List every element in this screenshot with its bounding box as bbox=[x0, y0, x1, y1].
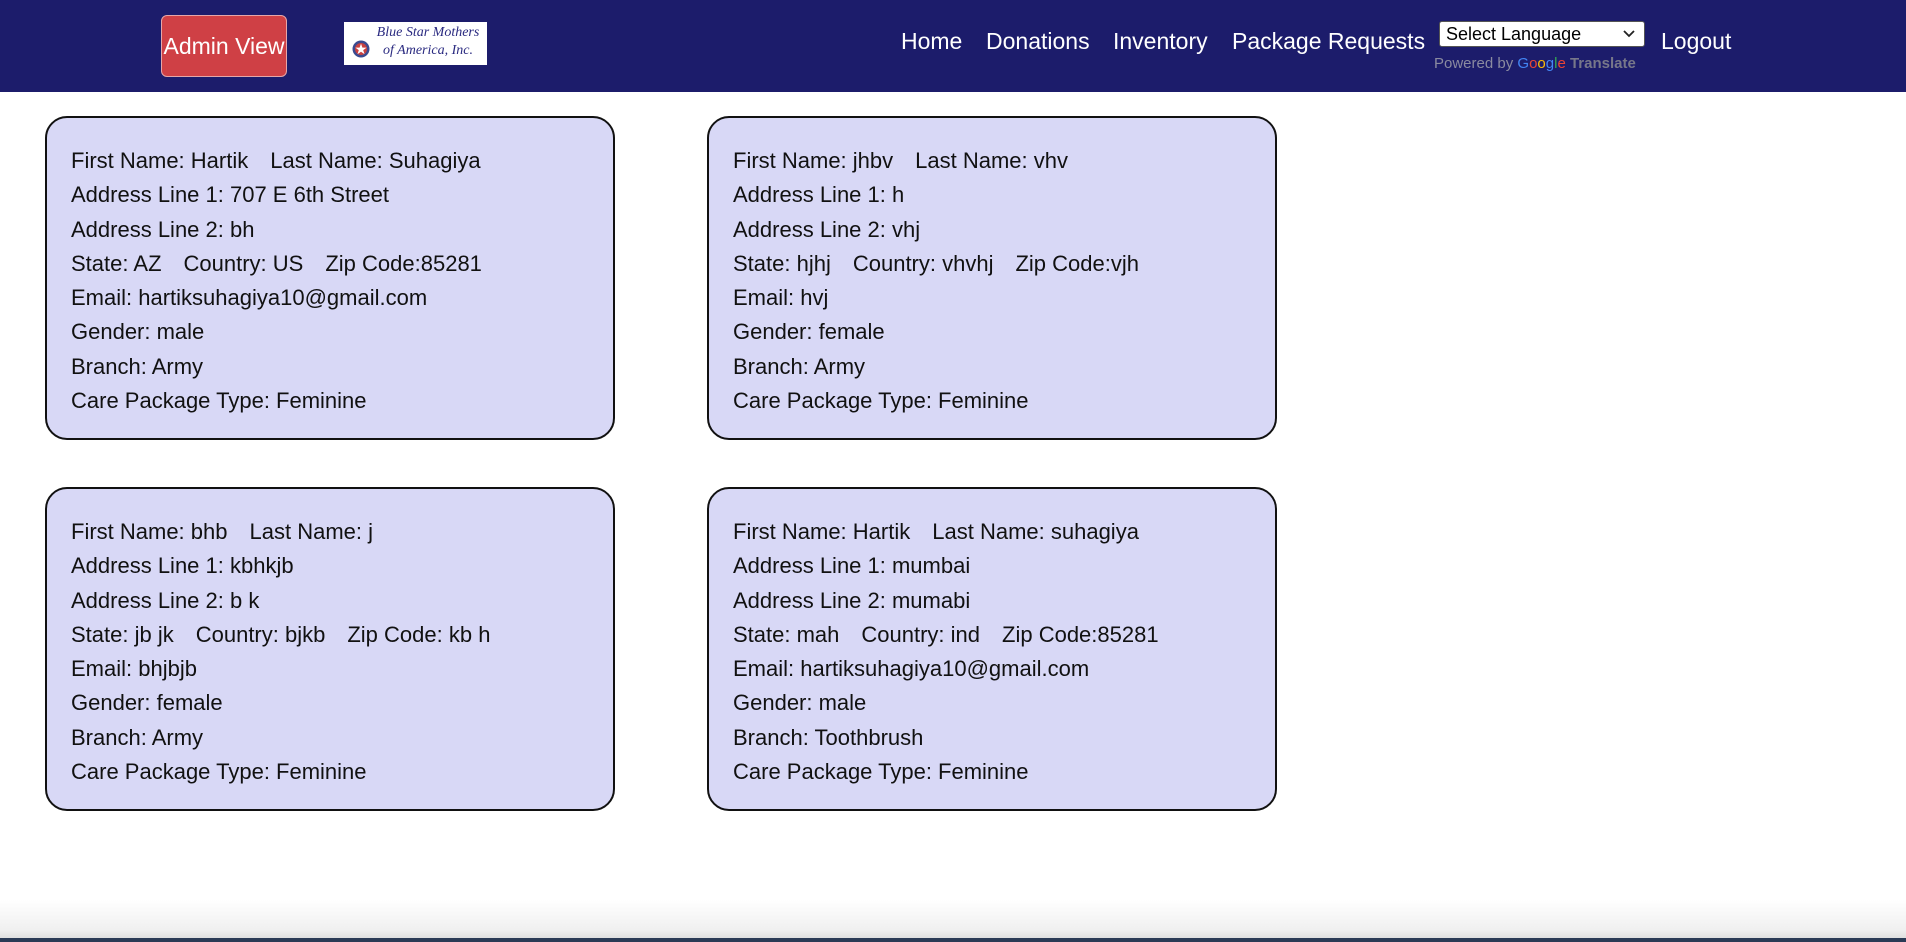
address2-value: bh bbox=[229, 216, 255, 242]
country-label: Country: bbox=[183, 250, 273, 276]
gender-label: Gender: bbox=[733, 319, 819, 345]
nav-donations-link[interactable]: Donations bbox=[986, 28, 1090, 54]
country-value: ind bbox=[950, 621, 981, 647]
address2-value: b k bbox=[229, 587, 260, 613]
address2-label: Address Line 2: bbox=[733, 216, 892, 242]
last-name-value: j bbox=[368, 519, 374, 544]
state-label: State: bbox=[71, 250, 134, 276]
state-value: hjhj bbox=[796, 250, 831, 276]
bottom-edge-bar bbox=[0, 938, 1906, 942]
admin-view-button[interactable]: Admin View bbox=[161, 15, 287, 77]
language-select-value: Select Language bbox=[1446, 23, 1582, 44]
email-label: Email: bbox=[71, 285, 139, 311]
email-value: bhjbjb bbox=[138, 656, 197, 682]
address2-value: vhj bbox=[891, 216, 921, 242]
country-value: US bbox=[272, 250, 304, 276]
last-name-value: vhv bbox=[1033, 148, 1069, 173]
country-label: Country: bbox=[195, 621, 285, 647]
last-name-value: suhagiya bbox=[1050, 519, 1139, 544]
package-type-label: Care Package Type: bbox=[733, 759, 939, 785]
first-name-value: jhbv bbox=[852, 148, 894, 173]
package-type-value: Feminine bbox=[276, 388, 367, 414]
state-label: State: bbox=[733, 621, 797, 647]
package-request-card bbox=[707, 116, 1277, 440]
first-name-value: Hartik bbox=[852, 519, 911, 544]
address2-label: Address Line 2: bbox=[71, 587, 230, 613]
state-value: mah bbox=[796, 621, 840, 647]
state-label: State: bbox=[733, 250, 797, 276]
blue-star-mothers-logo[interactable] bbox=[344, 22, 487, 65]
branch-label: Branch: bbox=[71, 353, 152, 379]
email-label: Email: bbox=[733, 285, 801, 311]
logo-text-line-1: Blue Star Mothers bbox=[376, 25, 480, 40]
last-name-label: Last Name: bbox=[249, 519, 369, 544]
branch-value: Army bbox=[151, 724, 204, 750]
logout-link[interactable]: Logout bbox=[1661, 28, 1732, 54]
nav-home-link[interactable]: Home bbox=[901, 28, 963, 54]
zip-value: 85281 bbox=[1097, 621, 1159, 647]
nav-package-requests-link[interactable]: Package Requests bbox=[1232, 28, 1426, 54]
first-name-label: First Name: bbox=[733, 519, 853, 544]
branch-label: Branch: bbox=[733, 724, 815, 750]
top-navbar bbox=[0, 0, 1906, 92]
first-name-label: First Name: bbox=[733, 148, 853, 173]
branch-label: Branch: bbox=[71, 724, 152, 750]
email-label: Email: bbox=[733, 656, 801, 682]
last-name-label: Last Name: bbox=[932, 519, 1051, 544]
package-type-value: Feminine bbox=[276, 759, 367, 785]
state-value: AZ bbox=[133, 250, 162, 276]
email-value: hartiksuhagiya10@gmail.com bbox=[800, 656, 1090, 682]
gender-label: Gender: bbox=[71, 690, 157, 716]
package-request-card bbox=[45, 116, 615, 440]
state-value: jb jk bbox=[134, 621, 174, 647]
gender-label: Gender: bbox=[71, 319, 157, 345]
address2-label: Address Line 2: bbox=[733, 587, 892, 613]
address1-label: Address Line 1: bbox=[71, 553, 230, 579]
zip-label: Zip Code: bbox=[1015, 250, 1111, 276]
first-name-label: First Name: bbox=[71, 148, 191, 173]
branch-value: Army bbox=[813, 353, 866, 379]
package-type-value: Feminine bbox=[938, 388, 1029, 414]
address1-value: 707 E 6th Street bbox=[229, 182, 389, 208]
zip-value: vjh bbox=[1110, 250, 1139, 276]
package-type-label: Care Package Type: bbox=[733, 388, 939, 414]
zip-label: Zip Code: bbox=[347, 621, 443, 647]
language-select[interactable] bbox=[1439, 21, 1645, 47]
gender-value: male bbox=[156, 319, 205, 345]
logo-text-line-2: of America, Inc. bbox=[383, 43, 473, 58]
powered-by-label: Powered by bbox=[1434, 55, 1514, 72]
address1-value: mumbai bbox=[891, 553, 971, 579]
last-name-label: Last Name: bbox=[915, 148, 1034, 173]
gender-label: Gender: bbox=[733, 690, 819, 716]
nav-inventory-link[interactable]: Inventory bbox=[1113, 28, 1208, 54]
package-type-label: Care Package Type: bbox=[71, 759, 277, 785]
package-type-value: Feminine bbox=[938, 759, 1029, 785]
logo-text bbox=[372, 24, 484, 60]
first-name-value: bhb bbox=[190, 519, 228, 544]
zip-value: 85281 bbox=[420, 250, 482, 276]
google-logo-text[interactable]: Google bbox=[1517, 55, 1566, 72]
branch-value: Toothbrush bbox=[814, 724, 924, 750]
address1-label: Address Line 1: bbox=[71, 182, 230, 208]
zip-value: kb h bbox=[442, 621, 491, 647]
zip-label: Zip Code: bbox=[325, 250, 421, 276]
branch-label: Branch: bbox=[733, 353, 814, 379]
gender-value: male bbox=[818, 690, 867, 716]
address1-label: Address Line 1: bbox=[733, 553, 892, 579]
address1-value: kbhkjb bbox=[229, 553, 294, 579]
bottom-edge-shadow bbox=[0, 900, 1906, 942]
country-label: Country: bbox=[861, 621, 951, 647]
translate-link[interactable]: Translate bbox=[1569, 55, 1636, 72]
country-label: Country: bbox=[852, 250, 943, 276]
address2-value: mumabi bbox=[891, 587, 971, 613]
last-name-value: Suhagiya bbox=[388, 148, 481, 173]
gender-value: female bbox=[818, 319, 885, 345]
star-seal-icon bbox=[352, 40, 370, 58]
email-value: hvj bbox=[800, 285, 829, 311]
google-translate-attribution bbox=[1434, 55, 1636, 72]
country-value: bjkb bbox=[284, 621, 326, 647]
last-name-label: Last Name: bbox=[270, 148, 389, 173]
country-value: vhvhj bbox=[942, 250, 994, 276]
branch-value: Army bbox=[151, 353, 204, 379]
package-type-label: Care Package Type: bbox=[71, 388, 277, 414]
gender-value: female bbox=[156, 690, 223, 716]
first-name-label: First Name: bbox=[71, 519, 191, 544]
package-request-card bbox=[45, 487, 615, 811]
address2-label: Address Line 2: bbox=[71, 216, 230, 242]
state-label: State: bbox=[71, 621, 135, 647]
first-name-value: Hartik bbox=[190, 148, 249, 173]
package-request-card bbox=[707, 487, 1277, 811]
email-label: Email: bbox=[71, 656, 139, 682]
address1-label: Address Line 1: bbox=[733, 182, 892, 208]
chevron-down-icon bbox=[1622, 26, 1636, 40]
email-value: hartiksuhagiya10@gmail.com bbox=[138, 285, 428, 311]
address1-value: h bbox=[891, 182, 905, 208]
zip-label: Zip Code: bbox=[1002, 621, 1098, 647]
